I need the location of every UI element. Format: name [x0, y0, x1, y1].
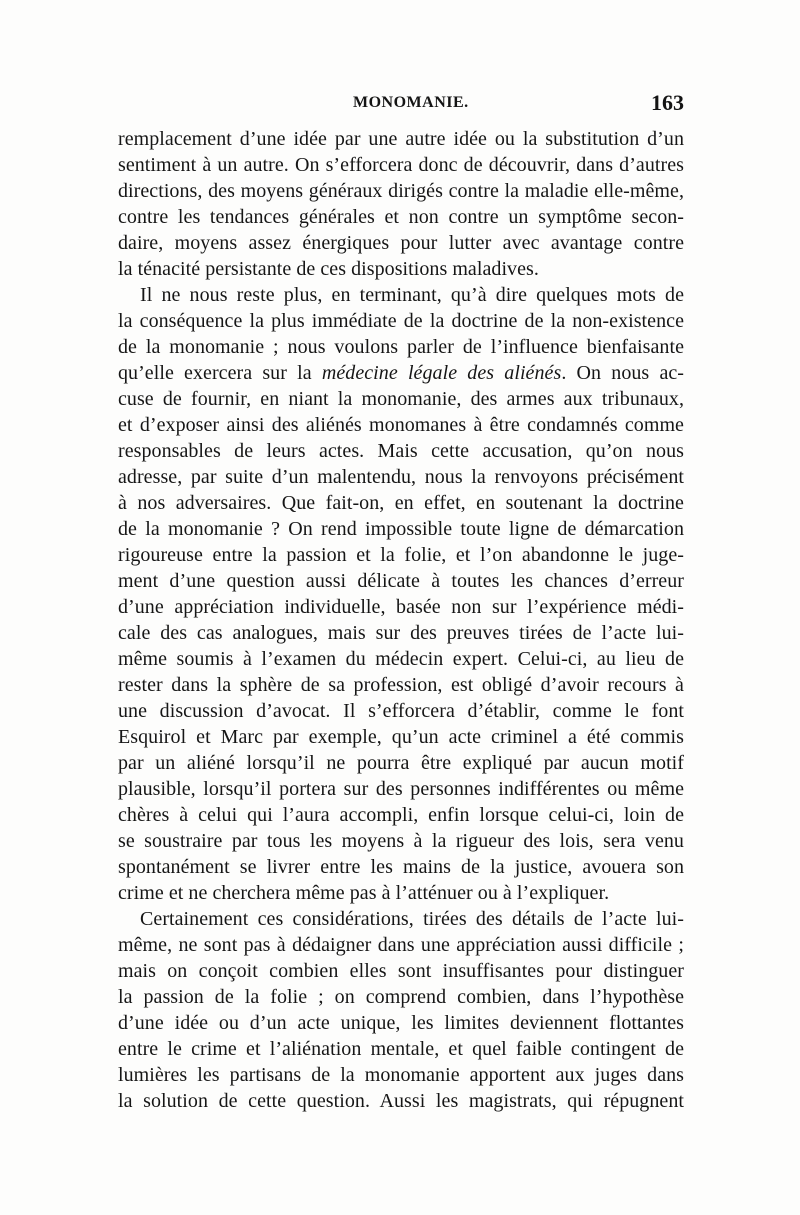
text-line: la conséquence la plus immédiate de la doctrine de la non-existence: [118, 310, 684, 332]
text-line: d’une appréciation individuelle, basée non sur l’expérience médi-: [118, 596, 684, 618]
page-number: 163: [651, 90, 684, 115]
text-line: même soumis à l’examen du médecin expert. Celui-ci, au lieu de: [118, 648, 684, 670]
line-segment: . On nous ac-: [561, 362, 685, 384]
running-title: MONOMANIE.: [353, 94, 469, 111]
text-line: crime et ne cherchera même pas à l’atténuer ou à l’expliquer.: [118, 882, 610, 904]
text-line: même, ne sont pas à dédaigner dans une appréciation aussi difficile ;: [118, 934, 684, 956]
text-line: la ténacité persistante de ces dispositions maladives.: [118, 258, 539, 280]
text-line: la solution de cette question. Aussi les magistrats, qui répugnent: [118, 1090, 684, 1112]
text-line: Esquirol et Marc par exemple, qu’un acte criminel a été commis: [118, 726, 684, 748]
text-line: contre les tendances générales et non contre un symptôme secon-: [118, 206, 684, 228]
text-line: de la monomanie ? On rend impossible toute ligne de démarcation: [118, 518, 684, 540]
text-line-with-italic: [118, 360, 684, 386]
text-line: cuse de fournir, en niant la monomanie, des armes aux tribunaux,: [118, 388, 684, 410]
text-line: la passion de la folie ; on comprend combien, dans l’hypothèse: [118, 986, 684, 1008]
text-line: adresse, par suite d’un malentendu, nous la renvoyons précisément: [118, 466, 684, 488]
text-line: se soustraire par tous les moyens à la rigueur des lois, sera venu: [118, 830, 684, 852]
text-line: par un aliéné lorsqu’il ne pourra être expliqué par aucun motif: [118, 752, 684, 774]
text-line: plausible, lorsqu’il portera sur des personnes indifférentes ou même: [118, 778, 684, 800]
text-line: sentiment à un autre. On s’efforcera donc de découvrir, dans d’autres: [118, 154, 684, 176]
text-line: daire, moyens assez énergiques pour lutter avec avantage contre: [118, 232, 684, 254]
body-text: [118, 126, 684, 1114]
text-line: mais on conçoit combien elles sont insuffisantes pour distinguer: [118, 960, 684, 982]
text-line: de la monomanie ; nous voulons parler de l’influence bienfaisante: [118, 336, 684, 358]
page-header: [118, 90, 684, 124]
text-line: d’une idée ou d’un acte unique, les limites deviennent flottantes: [118, 1012, 684, 1034]
text-line: responsables de leurs actes. Mais cette accusation, qu’on nous: [118, 440, 684, 462]
text-line: à nos adversaires. Que fait-on, en effet, en soutenant la doctrine: [118, 492, 684, 514]
text-line: rigoureuse entre la passion et la folie, et l’on abandonne le juge-: [118, 544, 684, 566]
text-line: chères à celui qui l’aura accompli, enfin lorsque celui-ci, loin de: [118, 804, 684, 826]
text-line: Certainement ces considérations, tirées des détails de l’acte lui-: [140, 908, 684, 930]
text-line: une discussion d’avocat. Il s’efforcera d’établir, comme le font: [118, 700, 684, 722]
text-line: cale des cas analogues, mais sur des preuves tirées de l’acte lui-: [118, 622, 684, 644]
text-line: Il ne nous reste plus, en terminant, qu’à dire quelques mots de: [140, 284, 684, 306]
text-line: lumières les partisans de la monomanie apportent aux juges dans: [118, 1064, 684, 1086]
text-line: rester dans la sphère de sa profession, est obligé d’avoir recours à: [118, 674, 684, 696]
text-line: remplacement d’une idée par une autre idée ou la substitution d’un: [118, 128, 684, 150]
line-segment: qu’elle exercera sur la: [118, 362, 322, 384]
text-line: spontanément se livrer entre les mains de la justice, avouera son: [118, 856, 684, 878]
italic-term: médecine légale des aliénés: [321, 362, 562, 384]
text-line: directions, des moyens généraux dirigés contre la maladie elle-même,: [118, 180, 684, 202]
text-line: et d’exposer ainsi des aliénés monomanes à être condamnés comme: [118, 414, 684, 436]
text-line: entre le crime et l’aliénation mentale, et quel faible contingent de: [118, 1038, 684, 1060]
text-line: ment d’une question aussi délicate à toutes les chances d’erreur: [118, 570, 684, 592]
